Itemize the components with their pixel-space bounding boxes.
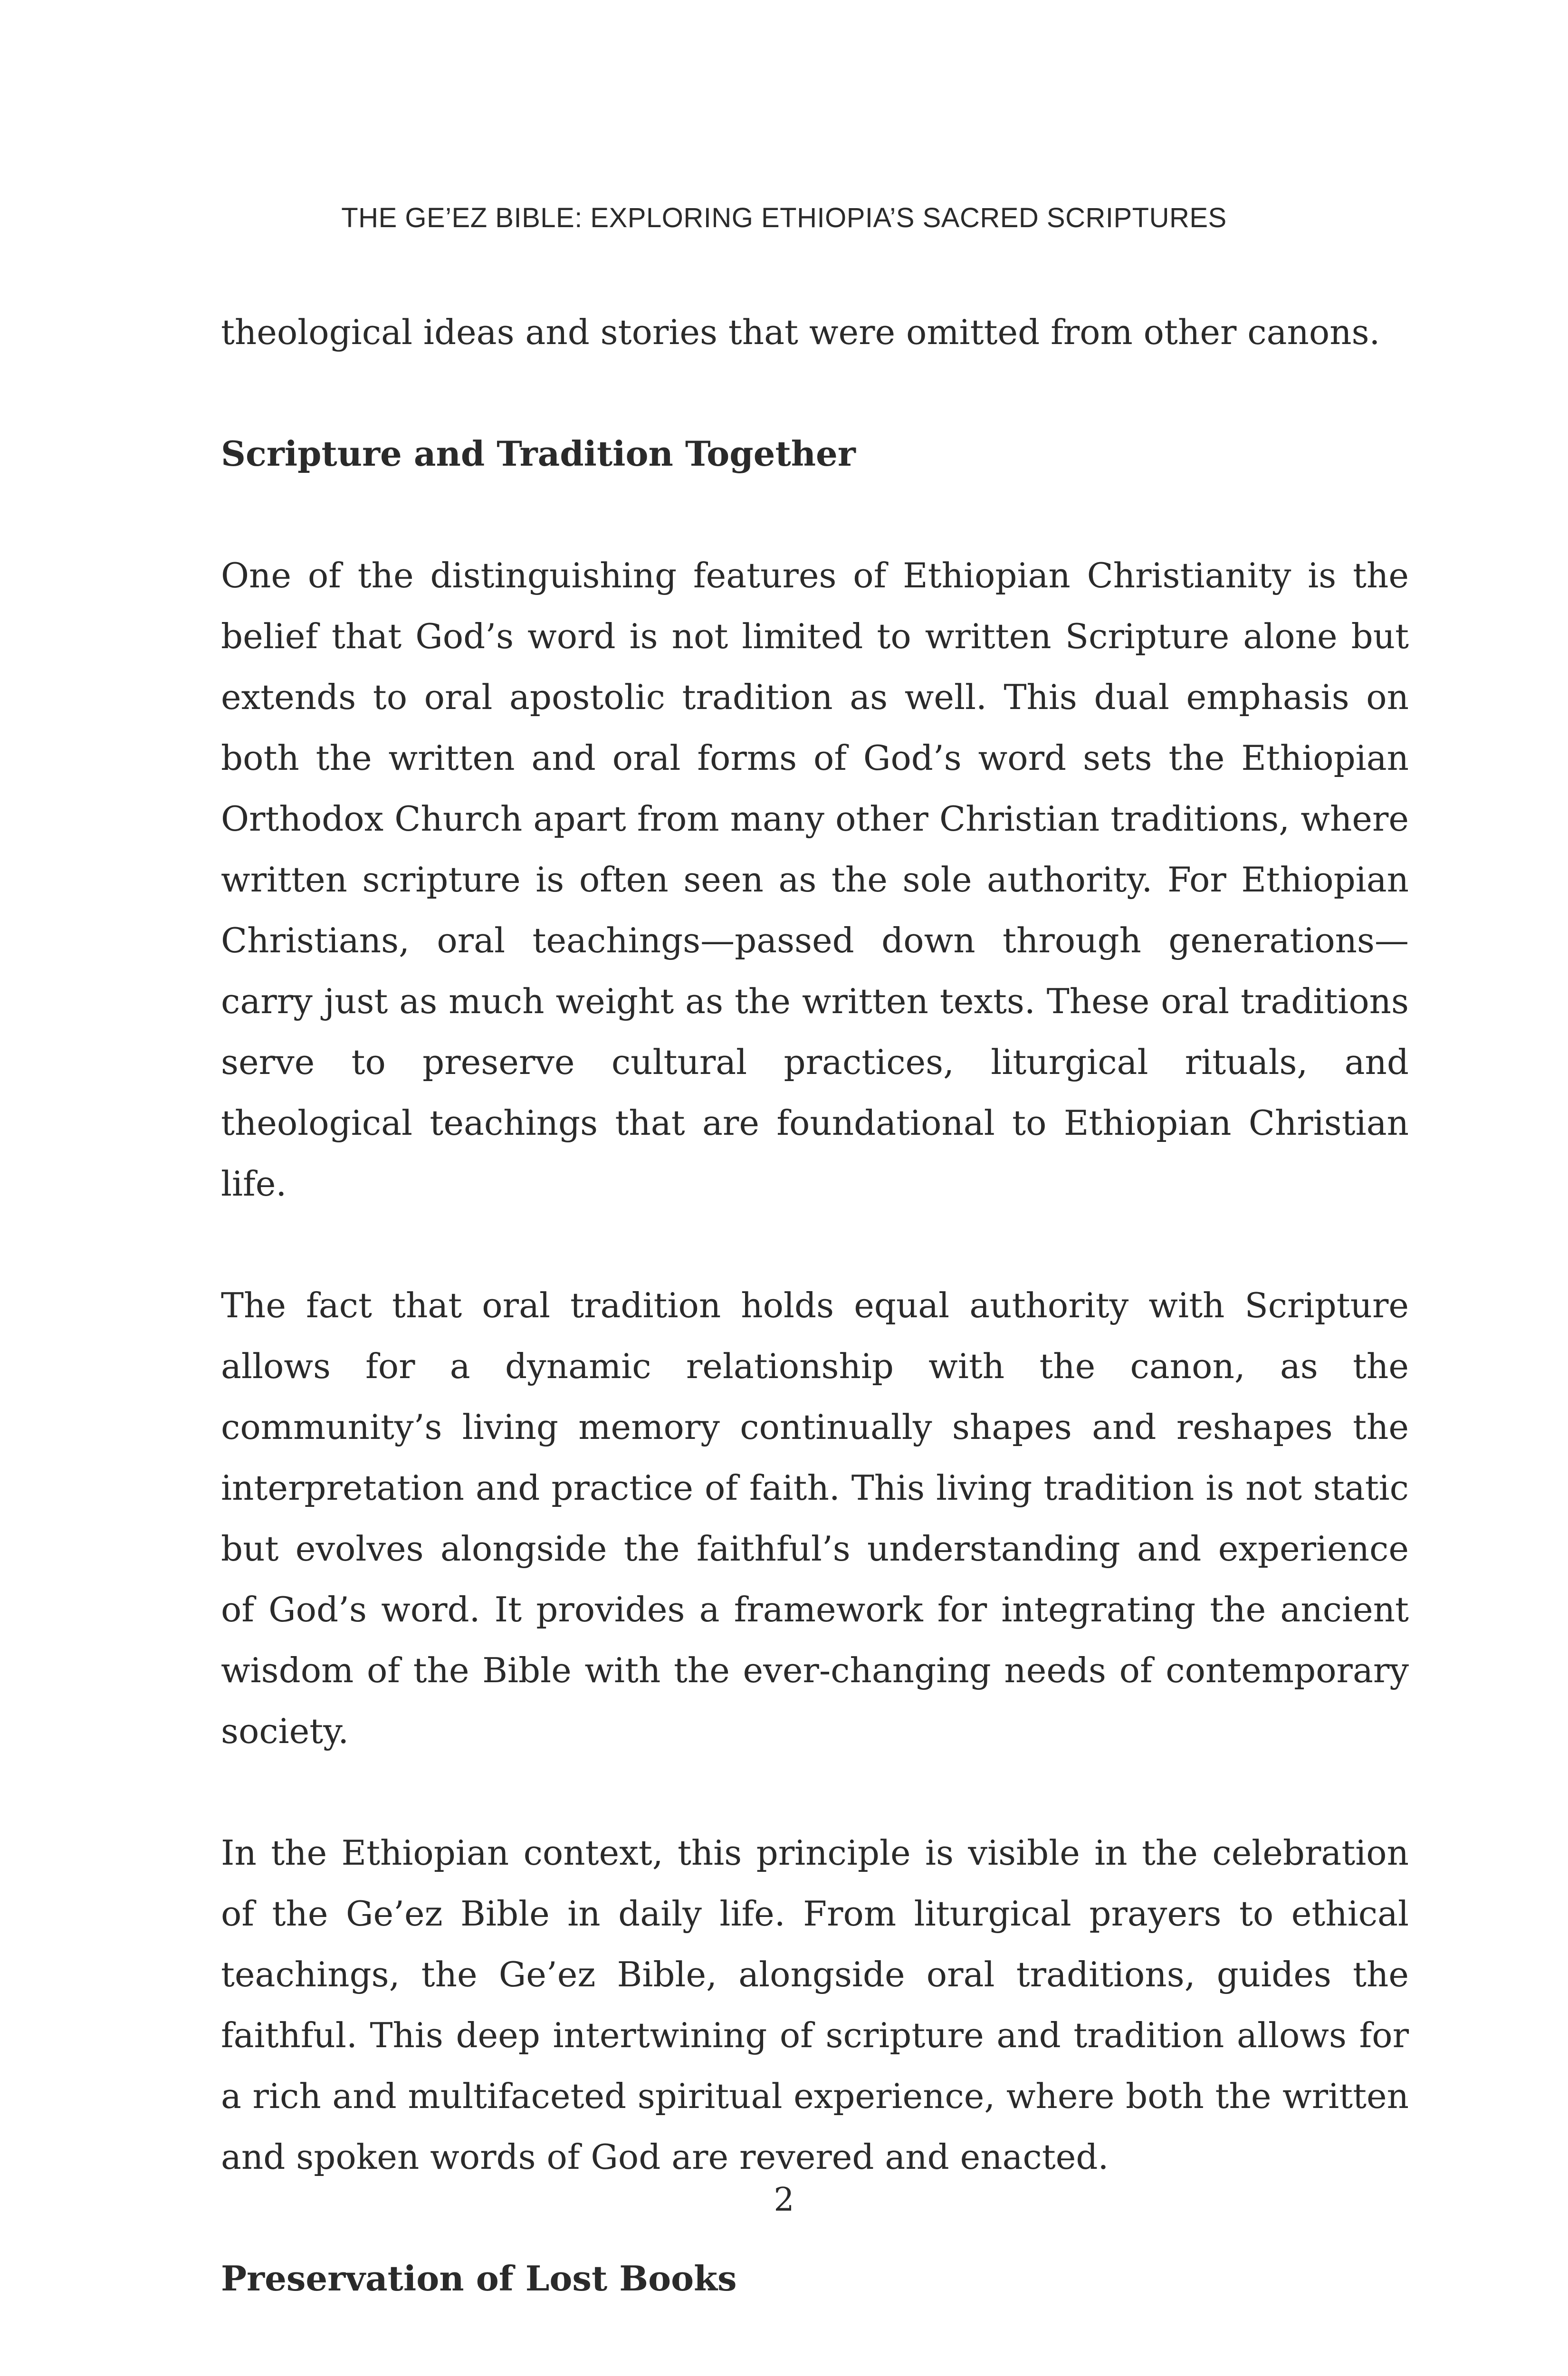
body-text xyxy=(221,302,1409,2370)
running-header: THE GE’EZ BIBLE: EXPLORING ETHIOPIA’S SACRED SCRIPTURES xyxy=(341,202,1227,233)
paragraph-ethiopian-context: In the Ethiopian context, this principle is visible in the celebration of the Ge’ez Bible in daily life. From liturgical prayers to ethical teachings, the Ge’ez Bible, alongside oral traditions, guides the faithful. This deep intertwining of scripture and tradition allows for a rich and multifaceted spiritual experience, where both the written and spoken words of God are revered and enacted. xyxy=(221,1833,1409,2177)
continuation-paragraph: theological ideas and stories that were omitted from other canons. xyxy=(221,312,1380,352)
section-heading-scripture-tradition: Scripture and Tradition Together xyxy=(221,433,856,474)
section-heading-lost-books: Preservation of Lost Books xyxy=(221,2258,737,2299)
paragraph-equal-authority: The fact that oral tradition holds equal authority with Scripture allows for a dynamic relationship with the canon, as the community’s living memory continually shapes and reshapes the interpretation and practice of faith. This living tradition is not static but evolves alongside the faithful’s understanding and experience of God’s word. It provides a framework for integrating the ancient wisdom of the Bible with the ever-changing needs of contemporary society. xyxy=(221,1285,1409,1751)
paragraph-oral-tradition: One of the distinguishing features of Ethiopian Christianity is the belief that God’s word is not limited to written Scripture alone but extends to oral apostolic tradition as well. This dual emphasis on both the written and oral forms of God’s word sets the Ethiopian Orthodox Church apart from many other Christian traditions, where written scripture is often seen as the sole authority. For Ethiopian Christians, oral teachings—passed down through generations—carry just as much weight as the written texts. These oral traditions serve to preserve cultural practices, liturgical rituals, and theological teachings that are foundational to Ethiopian Christian life. xyxy=(221,556,1409,1204)
page-number: 2 xyxy=(774,2181,794,2219)
